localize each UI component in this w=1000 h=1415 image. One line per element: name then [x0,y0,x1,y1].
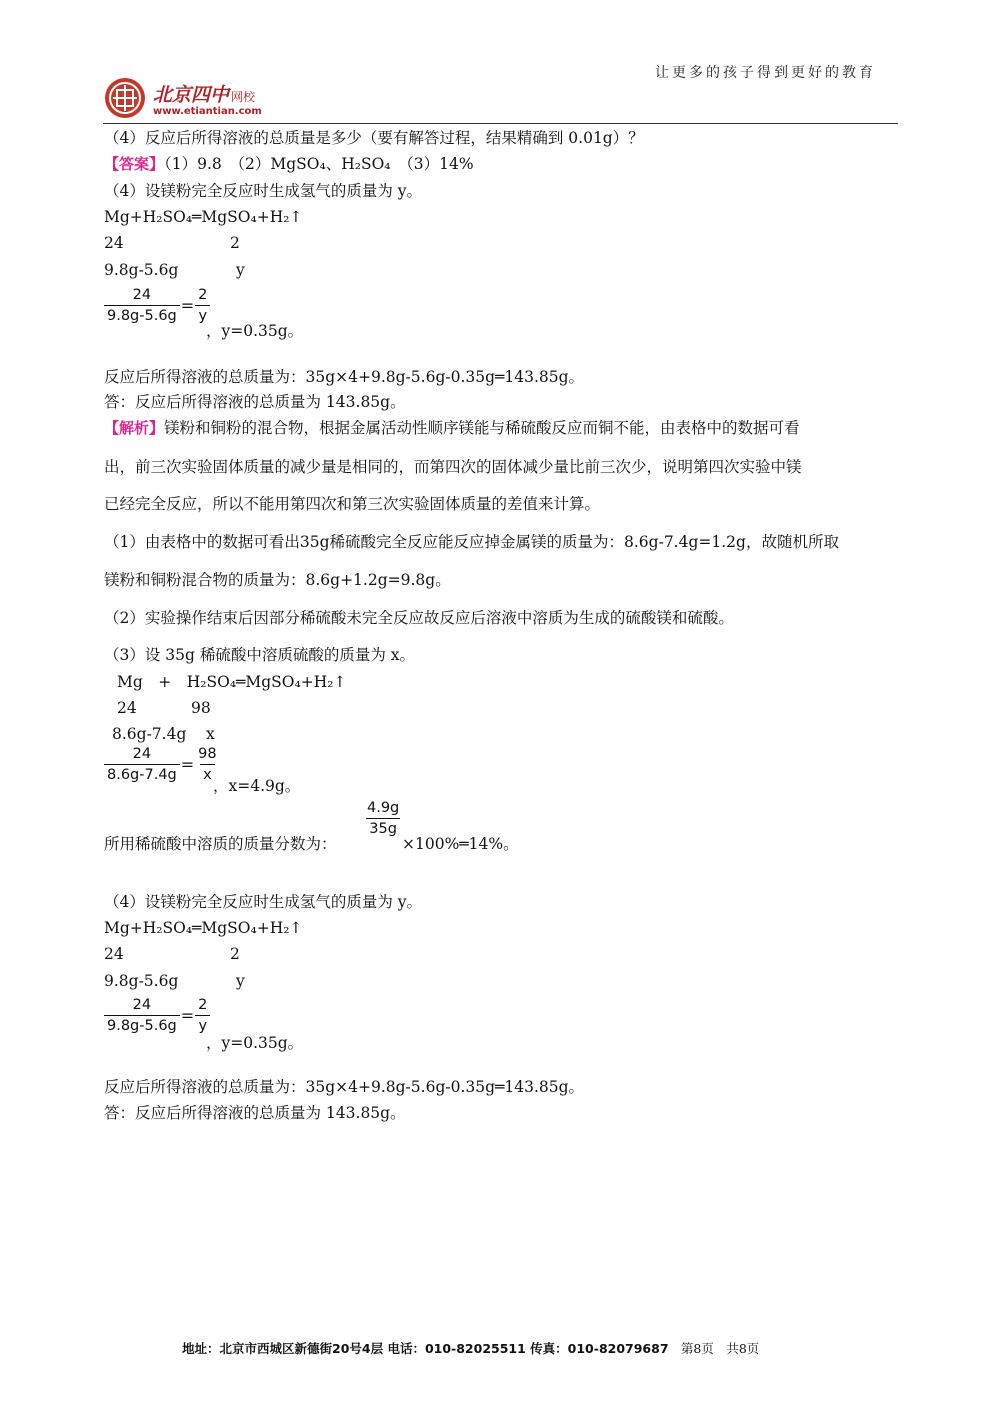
answer-body: （1）9.8 （2）MgSO₄、H₂SO₄ （3）14% [164,155,474,173]
analysis-line-3: 已经完全反应，所以不能用第四次和第三次实验固体质量的差值来计算。 [104,495,601,513]
answer-tag: 【答案】 [104,155,165,173]
frac-den: y [195,305,210,326]
analysis-line-2: 出，前三次实验固体质量的减少量是相同的，而第四次的固体减少量比前三次少，说明第四次实验中镁 [104,458,802,476]
part2-line: （2）实验操作结束后因部分稀硫酸未完全反应故反应后溶液中溶质为生成的硫酸镁和硫酸。 [104,609,734,627]
frac-den: x [200,764,215,785]
footer-page: 第8页 共8页 [680,1341,760,1356]
part4-ratio-a: 24 [104,945,124,963]
frac-num: 4.9g [367,800,400,816]
part3-mass-a: 8.6g-7.4g [112,725,187,743]
frac-num: 2 [198,997,208,1013]
part3-percent-result: ×100%═14%。 [402,835,519,853]
logo-name: 北京四中 [153,83,230,106]
part4-result: ，y=0.35g。 [206,1034,304,1052]
part4-mass-b: y [236,972,245,990]
part4-setup: （4）设镁粉完全反应时生成氢气的质量为 y。 [104,893,423,911]
answer-proportion: $\frac{24}{9.8g-5.6g}$ = $\frac{2}{y}$ [104,285,210,326]
part4-total: 反应后所得溶液的总质量为：35g×4+9.8g-5.6g-0.35g═143.85g。 [104,1078,585,1096]
answer-result: ，y=0.35g。 [206,322,304,340]
answer-ratio-a: 24 [104,234,124,252]
footer [182,1339,759,1357]
part3-ratio-b: 98 [191,699,211,717]
frac-den: 9.8g-5.6g [104,1015,180,1036]
school-logo-icon [103,76,147,120]
analysis-line-1: 【解析】镁粉和铜粉的混合物，根据金属活动性顺序镁能与稀硫酸反应而铜不能，由表格中的数据可看 [104,419,800,437]
logo-net: 网校 [231,89,256,104]
part3-proportion: $\frac{24}{8.6g-7.4g}$ = $\frac{98}{x}$ [104,744,220,785]
part3-ratio-a: 24 [117,699,137,717]
part3-percent-fraction [364,798,402,839]
logo-url: www.etiantian.com [153,105,262,117]
frac-num: 2 [198,287,208,303]
answer-line [104,154,474,174]
frac-num: 98 [198,746,217,762]
answer-ratio-b: 2 [230,234,240,252]
part3-equation: Mg + H₂SO₄═MgSO₄+H₂↑ [117,673,347,691]
answer-equation: Mg+H₂SO₄═MgSO₄+H₂↑ [104,208,303,226]
part4-reply: 答：反应后所得溶液的总质量为 143.85g。 [104,1104,406,1122]
part4-proportion: $\frac{24}{9.8g-5.6g}$ = $\frac{2}{y}$ [104,995,210,1036]
part3-setup: （3）设 35g 稀硫酸中溶质硫酸的质量为 x。 [104,646,416,664]
frac-num: 24 [132,746,152,762]
part3-mass-b: x [206,725,215,743]
analysis-tag: 【解析】 [104,419,165,437]
answer-mass-b: y [236,261,245,279]
header-slogan: 让更多的孩子得到更好的教育 [655,65,876,81]
answer-total: 反应后所得溶液的总质量为：35g×4+9.8g-5.6g-0.35g═143.85g。 [104,368,585,386]
question-4: （4）反应后所得溶液的总质量是多少（要有解答过程，结果精确到 0.01g）？ [104,129,644,147]
frac-den: y [195,1015,210,1036]
footer-address: 地址：北京市西城区新德街20号4层 电话：010-82025511 传真：010-82079687 [182,1341,669,1356]
frac-num: 24 [132,287,152,303]
part4-ratio-b: 2 [230,945,240,963]
frac-den: 8.6g-7.4g [104,764,180,785]
answer-mass-a: 9.8g-5.6g [104,261,179,279]
header-rule [103,123,898,124]
frac-num: 24 [132,997,152,1013]
part1-line-1: （1）由表格中的数据可看出35g稀硫酸完全反应能反应掉金属镁的质量为：8.6g-7.4g=1.2g，故随机所取 [104,533,839,551]
part3-result: ，x=4.9g。 [213,777,301,795]
logo [103,76,262,120]
part3-percent-label: 所用稀硫酸中溶质的质量分数为： [104,835,337,853]
answer-reply: 答：反应后所得溶液的总质量为 143.85g。 [104,393,406,411]
part4-mass-a: 9.8g-5.6g [104,972,179,990]
part1-line-2: 镁粉和铜粉混合物的质量为：8.6g+1.2g=9.8g。 [104,571,451,589]
frac-den: 9.8g-5.6g [104,305,180,326]
answer-setup: （4）设镁粉完全反应时生成氢气的质量为 y。 [104,182,423,200]
frac-den: 35g [366,818,400,839]
part4-equation: Mg+H₂SO₄═MgSO₄+H₂↑ [104,919,303,937]
